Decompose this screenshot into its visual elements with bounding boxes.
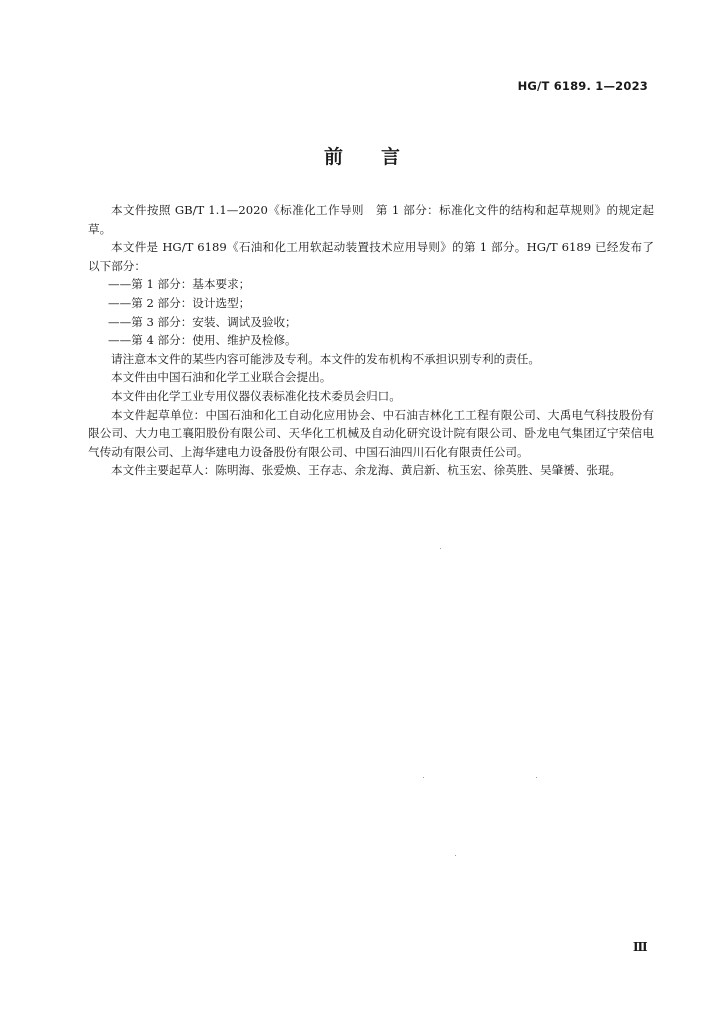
foreword-body xyxy=(88,201,654,480)
page-number: Ⅲ xyxy=(633,940,648,954)
title-char-2: 言 xyxy=(381,146,401,168)
paragraph-proposer: 本文件由中国石油和化学工业联合会提出。 xyxy=(111,370,332,385)
scan-speck xyxy=(455,855,456,856)
list-item-part-4: ——第 4 部分：使用、维护及检修。 xyxy=(108,333,297,348)
standard-code: HG/T 6189. 1—2023 xyxy=(517,79,648,93)
list-item-part-2: ——第 2 部分：设计选型； xyxy=(108,295,251,310)
paragraph-series-intro: 本文件是 HG/T 6189《石油和化工用软起动装置技术应用导则》的第 1 部分。HG/T 6189 已经发布了以下部分： xyxy=(88,240,654,273)
paragraph-committee: 本文件由化学工业专用仪器仪表标准化技术委员会归口。 xyxy=(111,388,401,403)
scan-speck xyxy=(423,777,424,778)
list-item-part-3: ——第 3 部分：安装、调试及验收； xyxy=(108,314,297,329)
list-item-part-1: ——第 1 部分：基本要求； xyxy=(108,277,251,292)
paragraph-drafters: 本文件主要起草人：陈明海、张爱焕、王存志、余龙海、黄启新、杭玉宏、徐英胜、吴肇赟、张琨。 xyxy=(111,463,622,478)
scan-speck xyxy=(440,548,441,549)
paragraph-drafting-units: 本文件起草单位：中国石油和化工自动化应用协会、中石油吉林化工工程有限公司、大禹电气科技股份有限公司、大力电工襄阳股份有限公司、天华化工机械及自动化研究设计院有限公司、卧龙电气集团辽宁荣信电气传动有限公司、上海华建电力设备股份有限公司、中国石油四川石化有限责任公司。 xyxy=(88,407,654,459)
page-title xyxy=(0,142,724,169)
paragraph-patent-notice: 请注意本文件的某些内容可能涉及专利。本文件的发布机构不承担识别专利的责任。 xyxy=(111,351,540,366)
scan-speck xyxy=(536,777,537,778)
paragraph-drafting-rules: 本文件按照 GB/T 1.1—2020《标准化工作导则 第 1 部分：标准化文件的结构和起草规则》的规定起草。 xyxy=(88,203,654,236)
title-char-1: 前 xyxy=(323,146,343,168)
